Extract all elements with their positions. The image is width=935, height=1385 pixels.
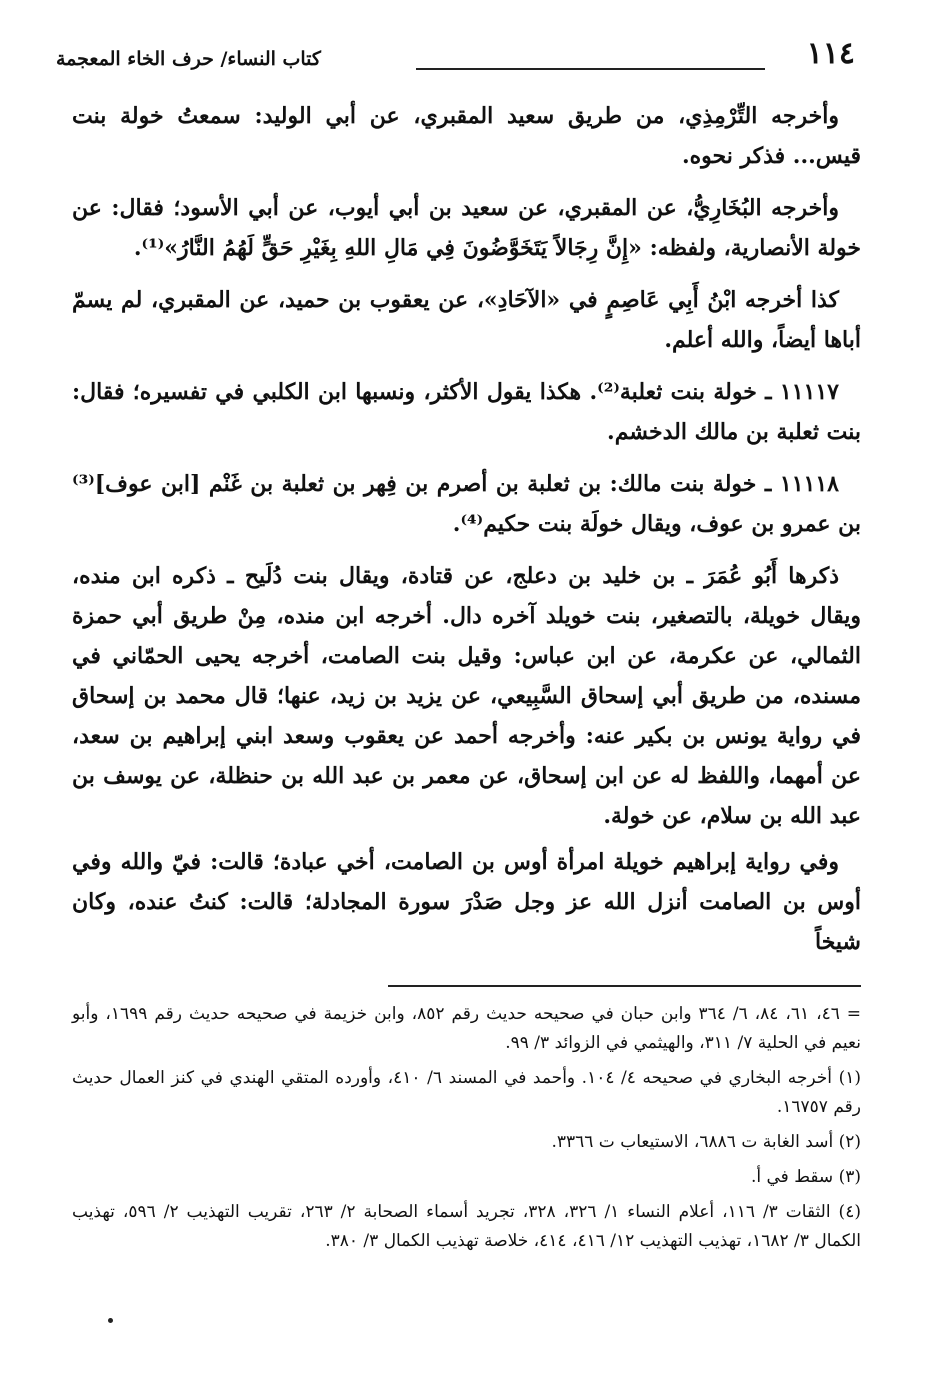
footnote-2: (٢) أسد الغابة ت ٦٨٨٦، الاستيعاب ت ٣٣٦٦. <box>551 1132 861 1152</box>
paragraph-tirmidhi: وأخرجه التِّرْمِذِي، من طريق سعيد المقبري، عن أبي الوليد: سمعتُ خولة بنت قيس... فذكر نحوه. <box>72 103 861 169</box>
paragraph-ibn-abi-asim: كذا أخرجه ابْنُ أَبِي عَاصِمٍ في «الآحَادِ»، عن يعقوب بن حميد، عن المقبري، لم يسمّ أباها أيضاً، والله أعلم. <box>72 287 861 353</box>
paragraph-ibrahim-narration: وفي رواية إبراهيم خويلة امرأة أوس بن الصامت، أخي عبادة؛ قالت: فيّ والله وفي أوس بن الصامت أنزل الله عز وجل صَدْرَ سورة المجادلة؛ قالت: كنتُ عنده، وكان شيخاً <box>72 849 861 955</box>
footnotes <box>72 1000 861 1262</box>
page-number: ١١٤ <box>806 36 855 71</box>
main-text <box>72 96 861 974</box>
running-title: كتاب النساء/ حرف الخاء المعجمة <box>56 48 321 70</box>
entry-11117: ١١١١٧ ـ خولة بنت ثعلبة⁽²⁾. هكذا يقول الأكثر، ونسبها ابن الكلبي في تفسيره؛ فقال: بنت ثعلبة بن مالك الدخشم. <box>72 379 861 445</box>
footnote-1: (١) أخرجه البخاري في صحيحه ٤/ ١٠٤. وأحمد في المسند ٦/ ٤١٠، وأورده المتقي الهندي في كنز العمال حديث رقم ١٦٧٥٧. <box>72 1068 861 1117</box>
footnote-3: (٣) سقط في أ. <box>750 1167 861 1187</box>
paragraph-abu-umar: ذكرها أَبُو عُمَرَ ـ بن خليد بن دعلج، عن قتادة، ويقال بنت دُلَيح ـ ذكره ابن منده، ويقال خويلة، بالتصغير، بنت خويلد آخره دال. أخرجه ابن منده، مِنْ طريق أبي حمزة الثمالي، عن عكرمة، عن ابن عباس: وقيل بنت الصامت، أخرجه يحيى الحمّاني في مسنده، من طريق أبي إسحاق السَّبِيعي، عن يزيد بن زيد، عنها؛ قال محمد بن إسحاق في رواية يونس بن بكير عنه: وأخرجه أحمد عن يعقوب وسعد ابني إبراهيم بن سعد، عن أمهما، واللفظ له عن ابن إسحاق، عن معمر بن عبد الله بن حنظلة، عن يوسف بن عبد الله بن سلام، عن خولة. <box>72 563 862 829</box>
scan-speck <box>108 1318 113 1323</box>
paragraph-bukhari: وأخرجه البُخَارِيُّ، عن المقبري، عن سعيد بن أبي أيوب، عن أبي الأسود؛ فقال: عن خولة الأنصارية، ولفظه: «إِنَّ رِجَالاً يَتَخَوَّضُونَ فِي مَالِ اللهِ بِغَيْرِ حَقٍّ لَهُمُ النَّارُ»⁽¹⁾. <box>72 195 861 261</box>
footnote-continuation: = ٤٦، ٦١، ٨٤، ٦/ ٣٦٤ وابن حبان في صحيحه حديث رقم ٨٥٢، وابن خزيمة في صحيحه حديث رقم ١٦٩٩، وأبو نعيم في الحلية ٧/ ٣١١، والهيثمي في الزوائد ٣/ ٩٩. <box>72 1004 862 1053</box>
header-rule <box>416 68 765 70</box>
footnote-divider <box>388 985 861 987</box>
entry-11118: ١١١١٨ ـ خولة بنت مالك: بن ثعلبة بن أصرم بن فِهر بن ثعلبة بن غَنْم [ابن عوف]⁽³⁾ بن عمرو بن عوف، ويقال خولَة بنت حكيم⁽⁴⁾. <box>72 471 861 537</box>
page-header <box>56 36 855 80</box>
footnote-4: (٤) الثقات ٣/ ١١٦، أعلام النساء ١/ ٣٢٦، ٣٢٨، تجريد أسماء الصحابة ٢/ ٢٦٣، تقريب التهذيب ٢/ ٥٩٦، تهذيب الكمال ٣/ ١٦٨٢، تهذيب التهذيب ١٢/ ٤١٦، ٤١٤، خلاصة تهذيب الكمال ٣/ ٣٨٠. <box>72 1202 861 1251</box>
